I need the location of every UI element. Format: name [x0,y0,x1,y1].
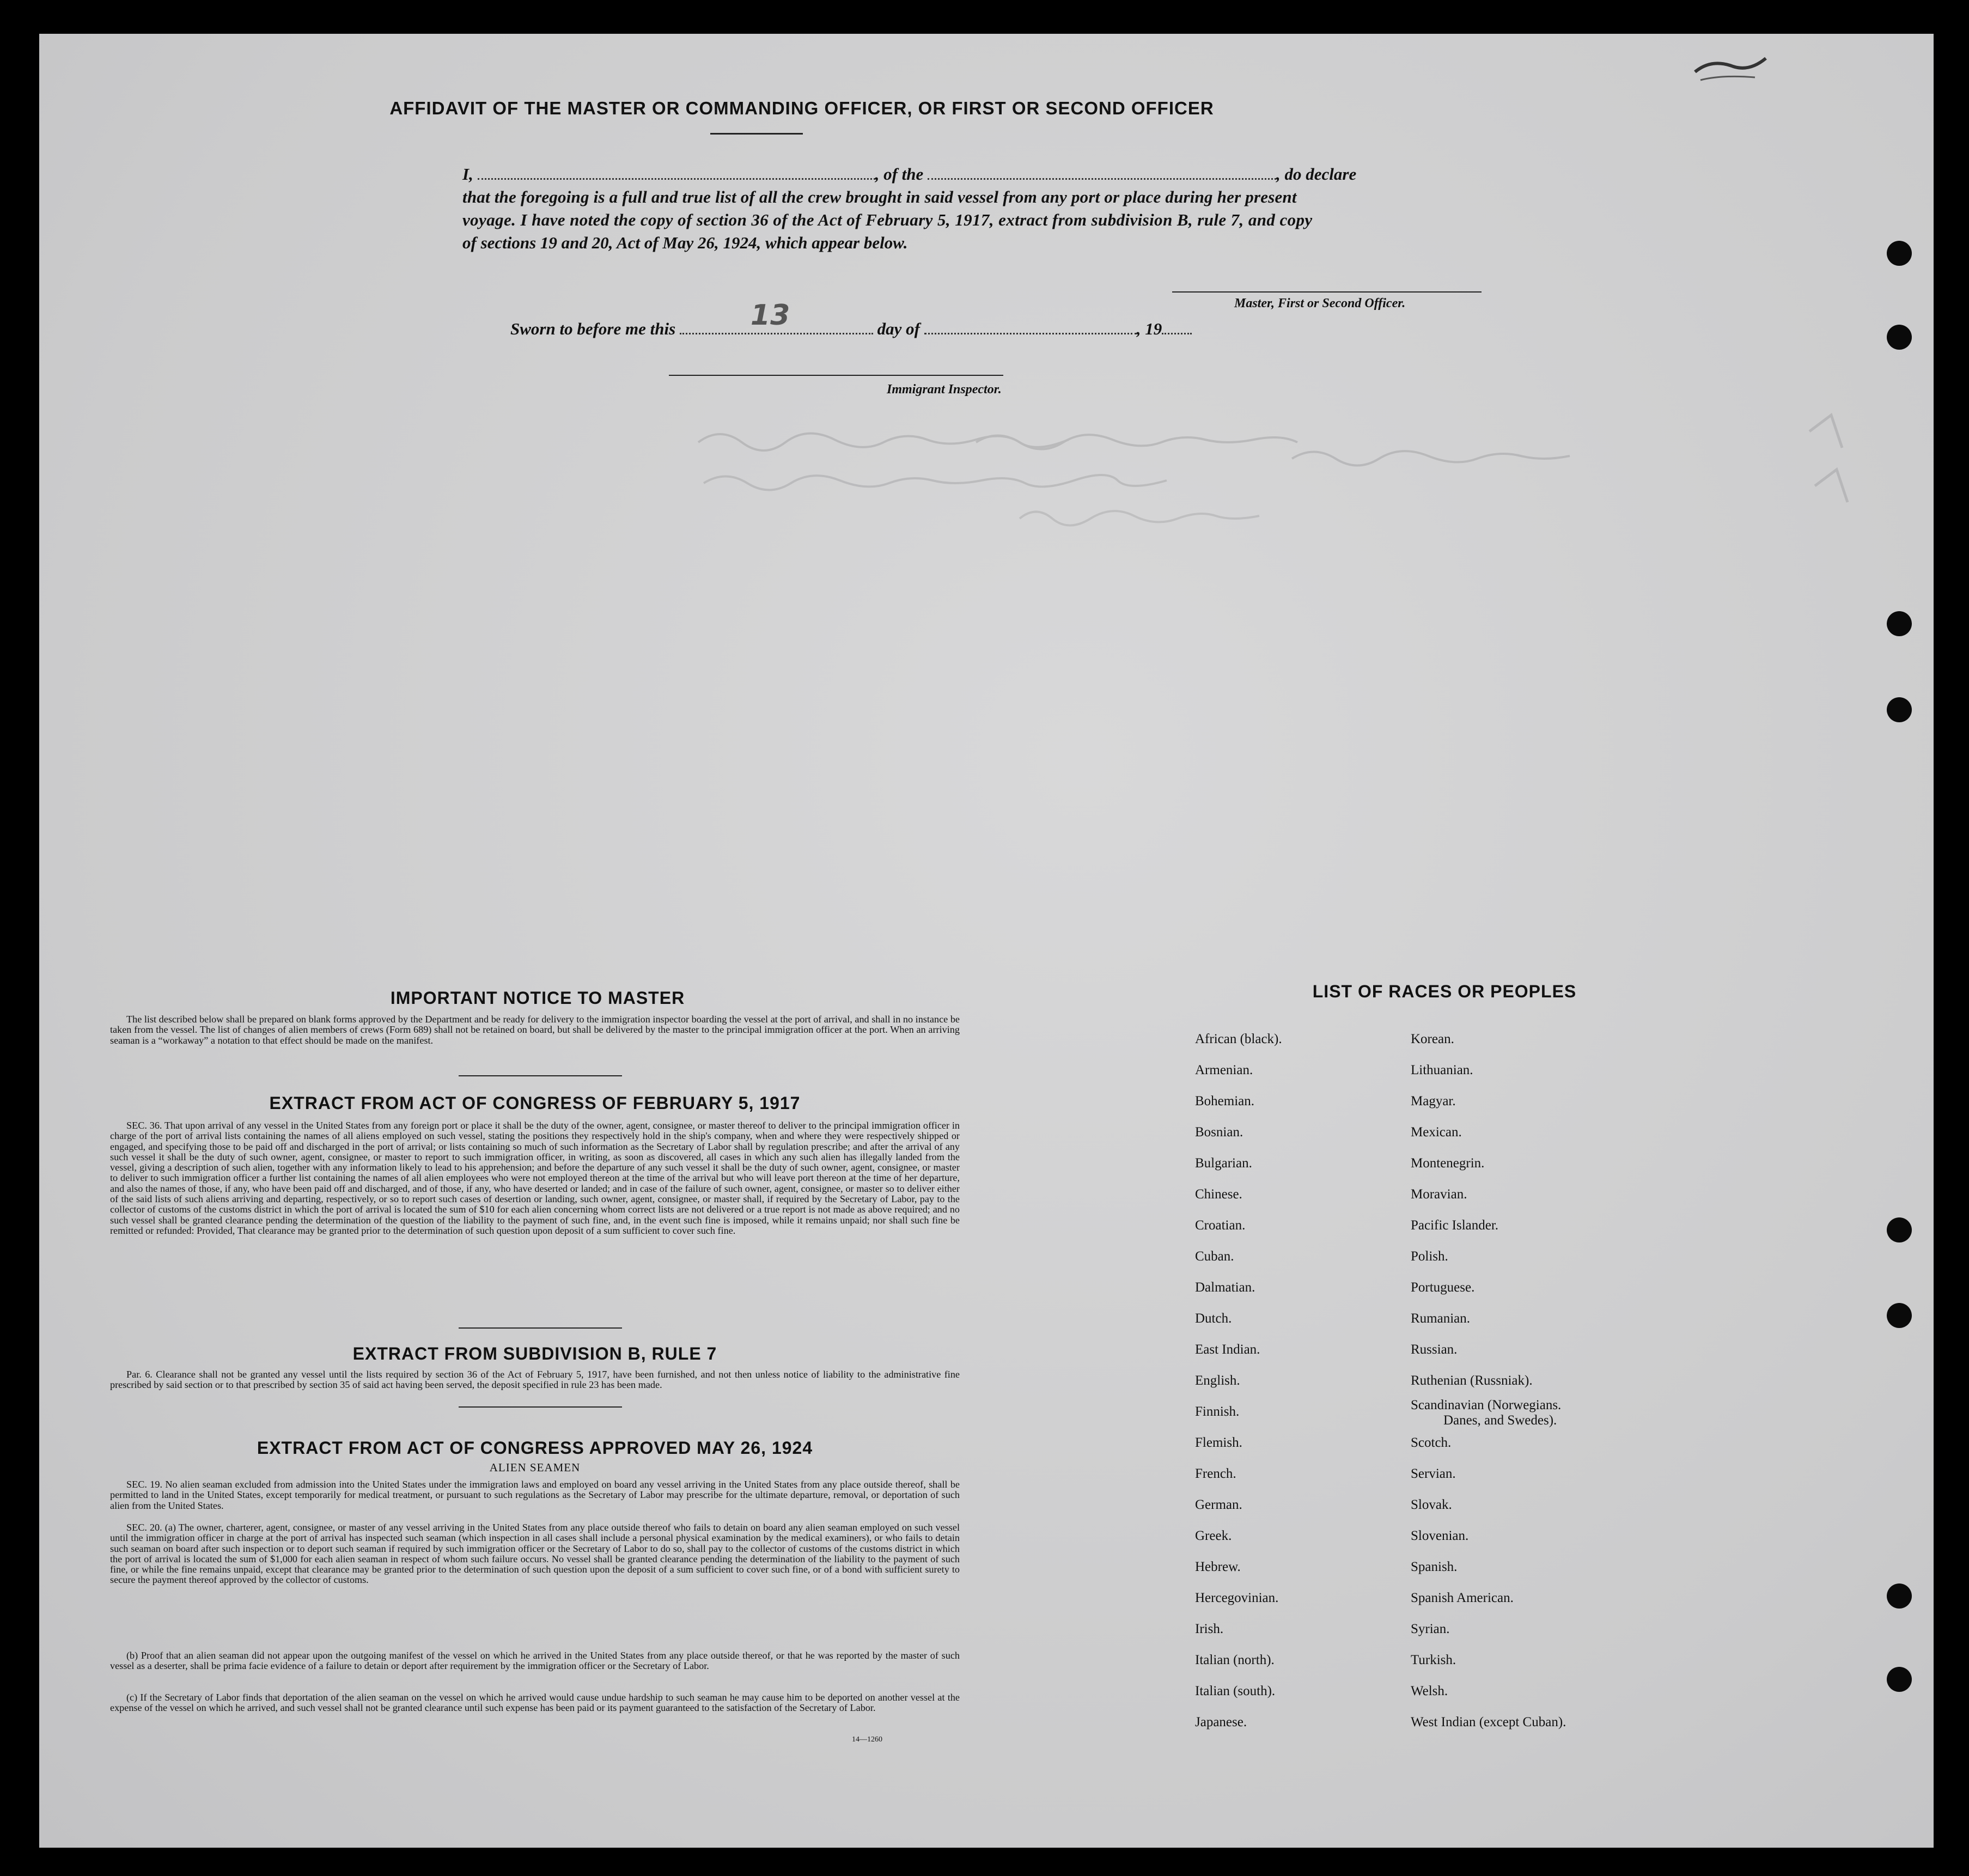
race-item: Italian (south). [1195,1684,1276,1698]
sworn-day-blank[interactable] [680,299,873,334]
vessel-blank[interactable] [928,173,1276,180]
race-item: Scandinavian (Norwegians. [1411,1398,1562,1412]
race-item: Slovenian. [1411,1528,1469,1543]
race-item: Hercegovinian. [1195,1591,1279,1605]
race-item: Dalmatian. [1195,1280,1255,1295]
declaration-line-2: that the foregoing is a full and true list of all the crew brought in said vessel from any port or place during her present [462,187,1297,206]
race-item: Spanish American. [1411,1591,1514,1605]
rule7-rule [459,1406,622,1408]
race-item: Cuban. [1195,1249,1234,1264]
punch-hole [1887,697,1912,722]
declaration-line-3: voyage. I have noted the copy of section 36 of the Act of February 5, 1917, extract from subdivision B, rule 7, and copy [462,210,1313,229]
race-item: Chinese. [1195,1187,1242,1202]
race-item: Rumanian. [1411,1311,1471,1326]
race-item: English. [1195,1373,1240,1388]
name-blank[interactable] [478,173,875,180]
master-label: Master, First or Second Officer. [1234,296,1406,310]
race-item: Italian (north). [1195,1653,1275,1667]
race-item: Portuguese. [1411,1280,1475,1295]
sec20c-body: (c) If the Secretary of Labor finds that deportation of the alien seaman on the vessel on which he arrived would cause undue hardship to such seaman he may cause him to be deported on another vessel at the expense of the vessel on which he arrived, and such vessel shall not be granted clearance until such expense has been paid or its payment guaranteed to the satisfaction of the Secretary of Labor. [110,1692,960,1714]
extract-1917-text [110,1120,960,1236]
alien-seamen-subtitle: ALIEN SEAMEN [489,1461,581,1474]
year-blank[interactable] [1162,327,1192,334]
month-blank[interactable] [924,327,1137,334]
declaration-i: I, [462,165,473,184]
sec20a-text [110,1522,960,1586]
notice-title: IMPORTANT NOTICE TO MASTER [390,988,685,1008]
extract-1917-body: SEC. 36. That upon arrival of any vessel in the United States from any foreign port or place it shall be the duty of the owner, agent, consignee, or master thereof to deliver to the principal immigration officer in charge of the port of arrival lists containing the names of all aliens employed on such vessel, stating the positions they respectively hold in the ship's company, when and where they were respectively shipped or engaged, and specifying those to be paid off and discharged in the port of arrival; or lists containing so much of such information as the Secretary of Labor shall by regulation prescribe; and after the arrival of any such vessel it shall be the duty of such owner, agent, consignee, or master to report to such immigration officer, in writing, as soon as discovered, all cases in which any such alien has illegally landed from the vessel, giving a description of such alien, together with any information likely to lead to his apprehension; and before the departure of any such vessel it shall be the duty of such owner, agent, consignee, or master to deliver to such immigration officer a further list containing the names of all alien employees who were not employed thereon at the time of the arrival but who will leave port thereon at the time of her departure, and also the names of those, if any, who have been paid off and discharged, and of those, if any, who have deserted or landed; and in case of the failure of such owner, agent, consignee, or master so to deliver either of the said lists of such aliens arriving and departing, respectively, or so to report such cases of desertion or landing, such owner, agent, consignee, or master shall, if required by the Secretary of Labor, pay to the collector of customs of the customs district in which the port of arrival is located the sum of $10 for each alien concerning whom correct lists are not delivered or a true report is not made as above required; and no such vessel shall be granted clearance pending the determination of the question of the liability to the payment of such fine, and, in the event such fine is imposed, while it remains unpaid; nor shall such fine be remitted or refunded: Provided, That clearance may be granted prior to the determination of such question upon deposit of a sum sufficient to cover such fine. [110,1120,960,1236]
races-title: LIST OF RACES OR PEOPLES [1312,982,1577,1001]
race-item: African (black). [1195,1032,1282,1046]
declaration-end: , do declare [1276,165,1357,184]
race-item: Irish. [1195,1622,1224,1636]
extract-1924-title: EXTRACT FROM ACT OF CONGRESS APPROVED MAY 26, 1924 [257,1438,813,1458]
race-item: Dutch. [1195,1311,1232,1326]
race-item: Bulgarian. [1195,1156,1252,1171]
sec20b-body: (b) Proof that an alien seaman did not appear upon the outgoing manifest of the vessel on which he arrived in the United States from any place outside thereof, or that he was reported by the master of such vessel as a deserter, shall be prima facie evidence of a failure to detain or deport after requirement by the immigration officer or the Secretary of Labor. [110,1650,960,1672]
race-item: Pacific Islander. [1411,1218,1499,1233]
race-item: Bosnian. [1195,1125,1243,1140]
race-item: Scotch. [1411,1435,1452,1450]
form-number: 14—1260 [852,1735,882,1744]
sworn-day-value: 13 [750,299,790,332]
extract-1917-title: EXTRACT FROM ACT OF CONGRESS OF FEBRUARY 5, 1917 [269,1093,801,1113]
sworn-text: Sworn to before me this [510,319,676,338]
punch-hole [1887,241,1912,266]
punch-hole [1887,1217,1912,1242]
race-item: East Indian. [1195,1342,1260,1357]
race-item: Polish. [1411,1249,1448,1264]
punch-hole [1887,325,1912,350]
race-item: Mexican. [1411,1125,1462,1140]
affidavit-title: AFFIDAVIT OF THE MASTER OR COMMANDING OFFICER, OR FIRST OR SECOND OFFICER [389,98,1214,118]
race-item: Spanish. [1411,1560,1458,1574]
year-prefix: , 19 [1136,319,1162,338]
punch-hole [1887,611,1912,636]
punch-hole [1887,1583,1912,1609]
race-item: Montenegrin. [1411,1156,1485,1171]
sworn-line [510,299,1192,339]
bleed-through-strokes [638,393,1891,573]
declaration-line-4: of sections 19 and 20, Act of May 26, 1924, which appear below. [462,233,908,252]
race-item: Servian. [1411,1466,1456,1481]
race-item: Russian. [1411,1342,1458,1357]
race-item: Moravian. [1411,1187,1467,1202]
race-item: Ruthenian (Russniak). [1411,1373,1533,1388]
extract-1917-rule [459,1327,622,1329]
race-item: Syrian. [1411,1622,1450,1636]
race-item: Korean. [1411,1032,1454,1046]
race-item: Armenian. [1195,1063,1253,1077]
day-of-text: day of [877,319,920,338]
punch-hole [1887,1303,1912,1328]
race-item: Slovak. [1411,1497,1452,1512]
sec19-text [110,1479,960,1511]
bleed-through-handwriting [638,393,1891,573]
race-item: Flemish. [1195,1435,1242,1450]
inspector-signature-line[interactable] [669,375,1003,376]
document-page [39,34,1934,1848]
declaration-of: , of the [875,165,924,184]
inspector-label: Immigrant Inspector. [887,382,1002,397]
punch-hole [1887,1667,1912,1692]
race-item: Lithuanian. [1411,1063,1473,1077]
corner-mark [1690,50,1771,83]
race-item: Magyar. [1411,1094,1456,1108]
master-signature-line[interactable] [1172,291,1482,293]
race-item: Bohemian. [1195,1094,1255,1108]
race-item: Finnish. [1195,1404,1240,1419]
sec19-body: SEC. 19. No alien seaman excluded from admission into the United States under the immigration laws and employed on board any vessel arriving in the United States from any place outside thereof, shall be permitted to land in the United States, except temporarily for medical treatment, or pursuant to such regulations as the Secretary of Labor may prescribe for the ultimate departure, removal, or deportation of such alien from the United States. [110,1479,960,1511]
title-rule [710,133,803,135]
race-item: Japanese. [1195,1715,1247,1729]
race-item: Greek. [1195,1528,1232,1543]
rule7-body: Par. 6. Clearance shall not be granted any vessel until the lists required by section 36 of the Act of February 5, 1917, have been furnished, and not then unless notice of liability to the administrative fine prescribed by said section or to that prescribed by section 35 of said act having been served, the deposit specified in rule 23 has been made. [110,1369,960,1391]
race-item-continuation: Danes, and Swedes). [1443,1413,1557,1428]
corner-scribble [1690,50,1771,83]
race-item: Welsh. [1411,1684,1448,1698]
sec20b-text [110,1650,960,1672]
sec20c-text [110,1692,960,1714]
race-item: French. [1195,1466,1236,1481]
race-item: Croatian. [1195,1218,1246,1233]
rule7-title: EXTRACT FROM SUBDIVISION B, RULE 7 [352,1344,717,1363]
notice-text [110,1014,960,1046]
race-item: Hebrew. [1195,1560,1241,1574]
race-item: West Indian (except Cuban). [1411,1715,1566,1729]
race-item: German. [1195,1497,1242,1512]
sec20a-body: SEC. 20. (a) The owner, charterer, agent, consignee, or master of any vessel arriving in the United States from any place outside thereof who fails to detain on board any alien seaman employed on such vessel until the immigration officer in charge at the port of arrival has inspected such seaman (which inspection in all cases shall include a personal physical examination by the medical examiners), or who fails to detain such seaman on board after such inspection or to deport such seaman if required by such immigration officer or the Secretary of Labor to do so, shall pay to the collector of customs of the customs district in which the port of arrival is located the sum of $1,000 for each alien seaman in respect of whom such failure occurs. No vessel shall be granted clearance pending the determination of the liability to the payment of such fine, or while the fine remains unpaid, except that clearance may be granted prior to the determination of such question upon the deposit of a sum sufficient to cover such fine, or of a bond with sufficient surety to secure the payment thereof approved by the collector of customs. [110,1522,960,1586]
declaration-line-1 [462,165,1530,184]
race-item: Turkish. [1411,1653,1456,1667]
notice-rule [459,1075,622,1076]
rule7-text [110,1369,960,1391]
notice-body: The list described below shall be prepared on blank forms approved by the Department and be ready for delivery to the immigration inspector boarding the vessel at the port of arrival, and shall in no instance be taken from the vessel. The list of changes of alien members of crews (Form 689) shall not be retained on board, but shall be delivered by the master to the principal immigration officer at the port. When an arriving seaman is a “workaway” a notation to that effect should be made on the manifest. [110,1014,960,1046]
